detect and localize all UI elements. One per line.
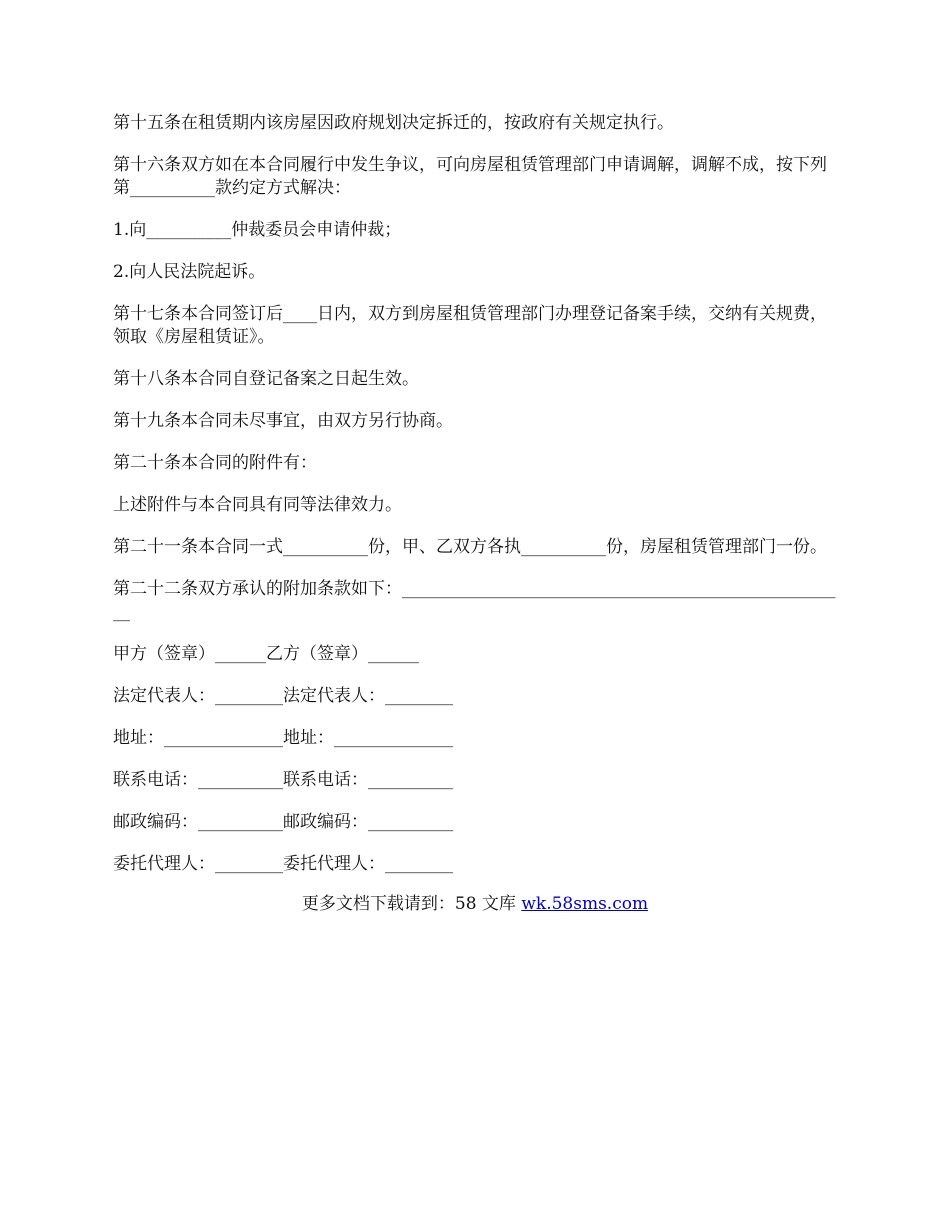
- footer-link[interactable]: wk.58sms.com: [521, 894, 649, 914]
- clause-16-option-2: 2.向人民法院起诉。: [113, 262, 266, 282]
- clause-17: 第十七条本合同签订后____日内，双方到房屋租赁管理部门办理登记备案手续，交纳有关规费，领取《房屋租赁证》。: [113, 304, 827, 347]
- legal-representative-line: 法定代表人：________法定代表人：________: [113, 686, 453, 706]
- footer-text: 更多文档下载请到：58 文库: [301, 894, 522, 914]
- postal-code-line: 邮政编码：__________邮政编码：__________: [113, 812, 453, 832]
- clause-19: 第十九条本合同未尽事宜，由双方另行协商。: [113, 411, 453, 431]
- attachment-statement: 上述附件与本合同具有同等法律效力。: [113, 495, 402, 515]
- clause-18: 第十八条本合同自登记备案之日起生效。: [113, 369, 419, 389]
- clause-22: 第二十二条双方承认的附加条款如下：_____________________________________________________: [113, 579, 836, 622]
- address-line: 地址：______________地址：______________: [113, 728, 453, 748]
- clause-20: 第二十条本合同的附件有：: [113, 453, 317, 473]
- clause-21: 第二十一条本合同一式__________份，甲、乙双方各执__________份，房屋租赁管理部门一份。: [113, 537, 827, 557]
- download-footer: [0, 893, 950, 916]
- document-body: [113, 112, 840, 895]
- clause-16-option-1: 1.向__________仲裁委员会申请仲裁；: [113, 220, 402, 240]
- clause-16: 第十六条双方如在本合同履行中发生争议，可向房屋租赁管理部门申请调解，调解不成，按下列第__________款约定方式解决：: [113, 155, 827, 198]
- agent-line: 委托代理人：________委托代理人：________: [113, 854, 453, 874]
- signature-line: 甲方（签章）______乙方（签章）______: [113, 644, 419, 664]
- clause-15: 第十五条在租赁期内该房屋因政府规划决定拆迁的，按政府有关规定执行。: [113, 113, 674, 133]
- phone-line: 联系电话：__________联系电话：__________: [113, 770, 453, 790]
